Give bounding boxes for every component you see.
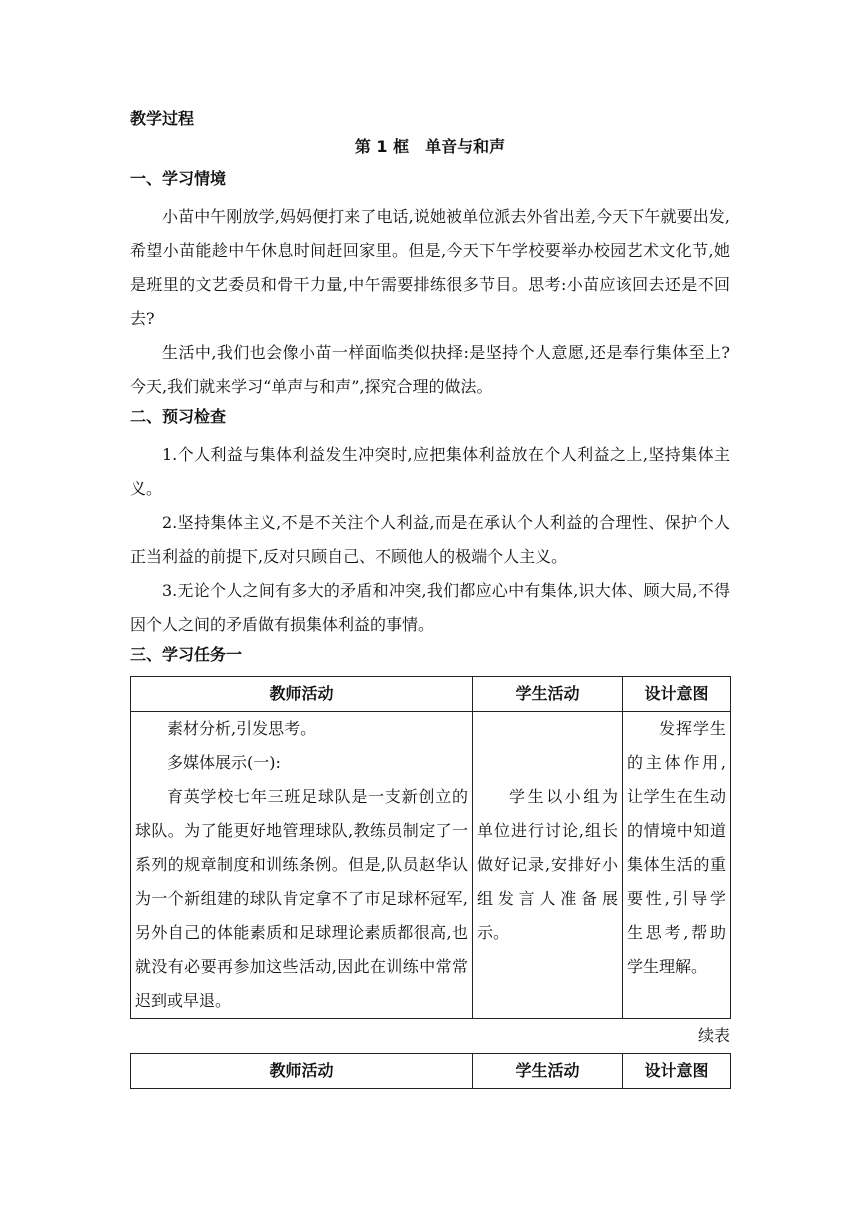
student-activity-text: 学生以小组为单位进行讨论,组长做好记录,安排好小组发言人准备展示。 [477, 787, 618, 942]
header-student-activity: 学生活动 [473, 677, 623, 712]
continued-label: 续表 [697, 1026, 730, 1045]
table-row [131, 712, 731, 1019]
header-design-intent: 设计意图 [623, 1054, 731, 1089]
table-header-row [131, 677, 731, 712]
teacher-line: 多媒体展示(一): [167, 753, 281, 772]
task-table [130, 676, 731, 1019]
teacher-line: 素材分析,引发思考。 [167, 719, 317, 738]
section-1-paragraph: 小苗中午刚放学,妈妈便打来了电话,说她被单位派去外省出差,今天下午就要出发,希望小苗能趁中午休息时间赶回家里。但是,今天下午学校要举办校园艺术文化节,她是班里的文艺委员和骨干力量,中午需要排练很多节目。思考:小苗应该回去还是不回去? [130, 207, 730, 328]
section-2-paragraph: 1.个人利益与集体利益发生冲突时,应把集体利益放在个人利益之上,坚持集体主义。 [130, 445, 730, 498]
document-page [130, 108, 730, 1089]
section-3-title: 三、学习任务一 [130, 645, 243, 664]
section-2-paragraph: 3.无论个人之间有多大的矛盾和冲突,我们都应心中有集体,识大体、顾大局,不得因个人之间的矛盾做有损集体利益的事情。 [130, 581, 730, 634]
header-student-activity: 学生活动 [473, 1054, 623, 1089]
design-intent-text: 发挥学生的主体作用,让学生在生动的情境中知道集体生活的重要性,引导学生思考,帮助学生理解。 [627, 719, 726, 976]
process-heading: 教学过程 [130, 109, 195, 128]
section-2-paragraph: 2.坚持集体主义,不是不关注个人利益,而是在承认个人利益的合理性、保护个人正当利益的前提下,反对只顾自己、不顾他人的极端个人主义。 [130, 513, 730, 566]
frame-title: 第 1 框 单音与和声 [354, 137, 506, 156]
header-teacher-activity: 教师活动 [131, 677, 473, 712]
table-header-row [131, 1054, 731, 1089]
teacher-material: 育英学校七年三班足球队是一支新创立的球队。为了能更好地管理球队,教练员制定了一系列的规章制度和训练条例。但是,队员赵华认为一个新组建的球队肯定拿不了市足球杯冠军,另外自己的体能素质和足球理论素质都很高,也就没有必要再参加这些活动,因此在训练中常常迟到或早退。 [135, 787, 468, 1010]
section-1-paragraph: 生活中,我们也会像小苗一样面临类似抉择:是坚持个人意愿,还是奉行集体至上? 今天,我们就来学习“单声与和声”,探究合理的做法。 [130, 343, 730, 396]
student-activity-cell [473, 712, 623, 1019]
header-design-intent: 设计意图 [623, 677, 731, 712]
continued-table [130, 1053, 731, 1089]
header-teacher-activity: 教师活动 [131, 1054, 473, 1089]
design-intent-cell [623, 712, 731, 1019]
section-1-title: 一、学习情境 [130, 169, 227, 188]
section-2-title: 二、预习检查 [130, 407, 227, 426]
teacher-activity-cell [131, 712, 473, 1019]
